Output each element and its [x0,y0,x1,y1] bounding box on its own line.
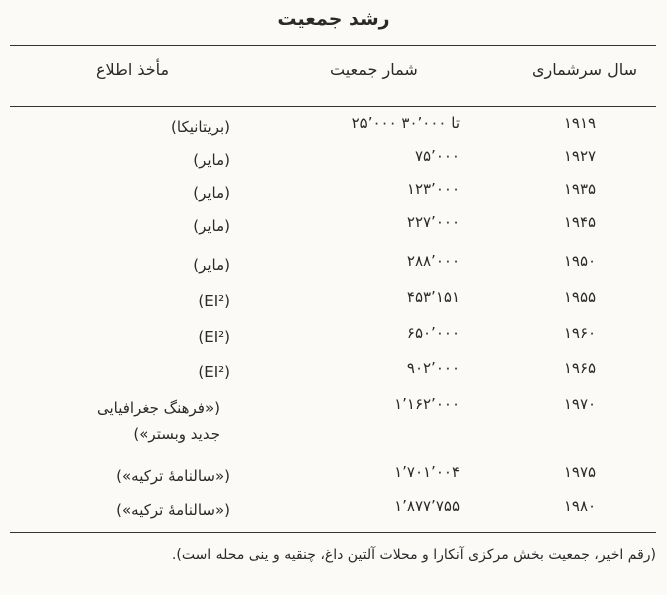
bottom-rule [10,532,656,533]
table-row [0,288,667,318]
cell-year: ۱۹۷۰ [563,395,597,413]
cell-source: («سالنامهٔ ترکیه») [116,467,230,485]
cell-year: ۱۹۴۵ [563,213,597,231]
cell-year: ۱۹۷۵ [563,463,597,481]
cell-population: ۲۸۸٬۰۰۰ [406,252,460,270]
cell-population: ۲۵٬۰۰۰ تا ۳۰٬۰۰۰ [351,114,460,132]
cell-year: ۱۹۱۹ [563,114,597,132]
cell-source: (EI²) [198,328,230,346]
cell-year: ۱۹۳۵ [563,180,597,198]
cell-year: ۱۹۲۷ [563,147,597,165]
cell-population: ۶۵۰٬۰۰۰ [406,324,460,342]
cell-source: (مایر) [193,256,230,274]
table-row [0,180,667,210]
cell-source: (مایر) [193,151,230,169]
cell-source: (EI²) [198,292,230,310]
table-row [0,324,667,354]
cell-population: ۴۵۳٬۱۵۱ [406,288,460,306]
cell-year: ۱۹۶۵ [563,359,597,377]
table-row [0,395,667,455]
table-title: رشد جمعیت [277,8,390,30]
cell-population: ۷۵٬۰۰۰ [414,147,460,165]
cell-year: ۱۹۶۰ [563,324,597,342]
table-row [0,213,667,243]
cell-population: ۱٬۱۶۲٬۰۰۰ [394,395,460,413]
header-rule [10,106,656,107]
cell-year: ۱۹۸۰ [563,497,597,515]
table-row [0,147,667,177]
table-row [0,114,667,144]
cell-source: (مایر) [193,184,230,202]
cell-source: (مایر) [193,217,230,235]
header-population: شمار جمعیت [330,60,418,79]
footnote: (رقم اخیر، جمعیت بخش مرکزی آنکارا و محلات آلتین داغ، چنقیه و ینی محله است). [171,547,656,563]
cell-year: ۱۹۵۵ [563,288,597,306]
cell-population: ۱٬۷۰۱٬۰۰۴ [394,463,460,481]
cell-year: ۱۹۵۰ [563,252,597,270]
cell-source: («سالنامهٔ ترکیه») [116,501,230,519]
cell-population: ۹۰۲٬۰۰۰ [406,359,460,377]
cell-source: (بریتانیکا) [171,118,230,136]
cell-source: (EI²) [198,363,230,381]
header-year: سال سرشماری [531,60,637,79]
cell-population: ۱٬۸۷۷٬۷۵۵ [394,497,460,515]
header-source: مأخذ اطلاع [96,60,170,79]
table-row [0,497,667,527]
table-row [0,463,667,493]
table-row [0,359,667,389]
cell-population: ۱۲۳٬۰۰۰ [406,180,460,198]
top-rule [10,45,656,46]
cell-population: ۲۲۷٬۰۰۰ [406,213,460,231]
cell-source: («فرهنگ جغرافیایی جدید وبستر») [96,399,220,443]
table-row [0,252,667,282]
